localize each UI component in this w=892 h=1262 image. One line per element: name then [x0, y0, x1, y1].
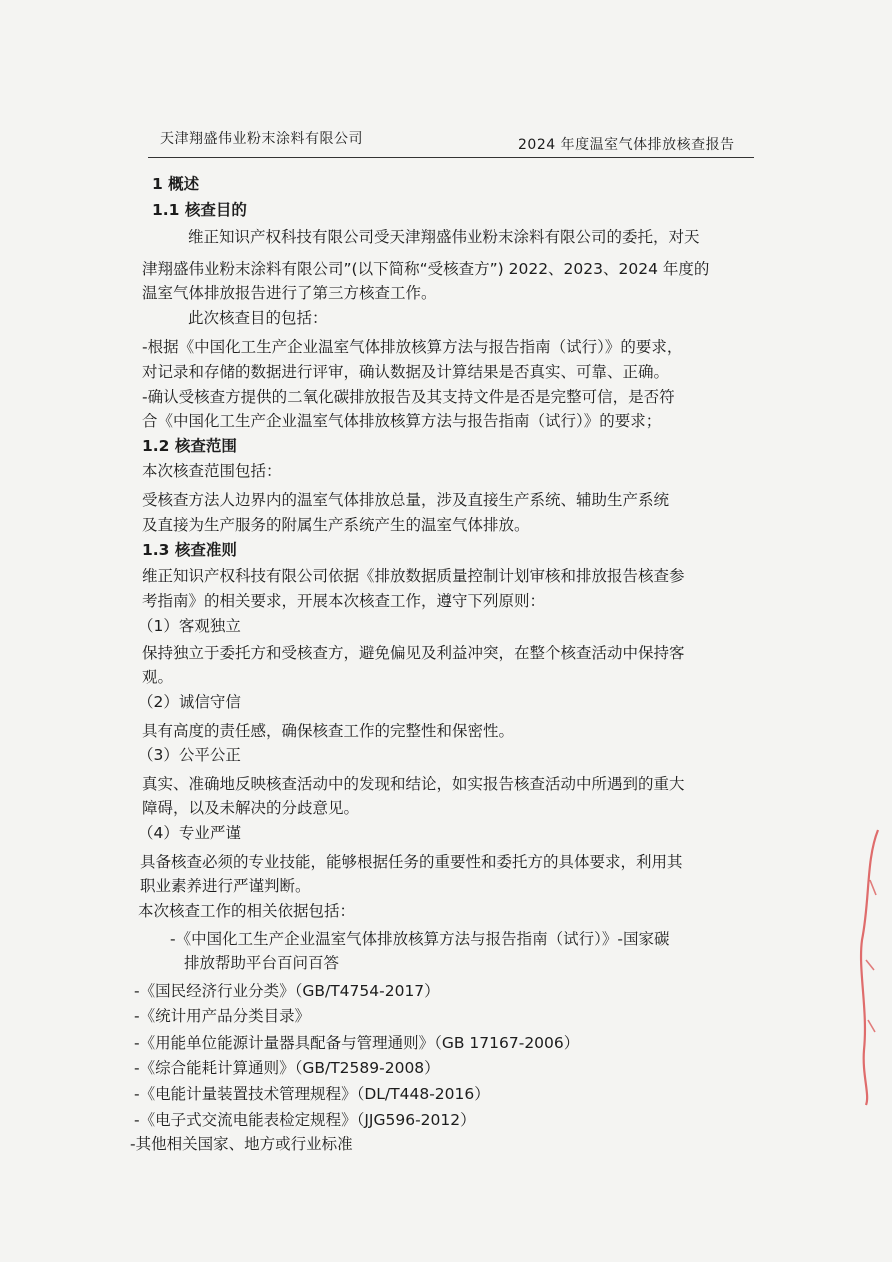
- paragraph-line: 保持独立于委托方和受核查方，避免偏见及利益冲突，在整个核查活动中保持客: [142, 644, 685, 662]
- paragraph-line: 观。: [142, 668, 174, 686]
- paragraph-line: 维正知识产权科技有限公司受天津翔盛伟业粉末涂料有限公司的委托，对天: [188, 228, 700, 246]
- principle-heading: （3）公平公正: [138, 746, 241, 764]
- paragraph-line: 真实、准确地反映核查活动中的发现和结论，如实报告核查活动中所遇到的重大: [142, 775, 685, 793]
- header-company: 天津翔盛伟业粉末涂料有限公司: [160, 131, 363, 147]
- reference-item: 排放帮助平台百问百答: [184, 954, 340, 972]
- reference-item: -《电子式交流电能表检定规程》（JJG596-2012）: [134, 1111, 476, 1129]
- principle-heading: （4）专业严谨: [138, 824, 241, 842]
- reference-item: -其他相关国家、地方或行业标准: [130, 1135, 353, 1153]
- principle-heading: （2）诚信守信: [138, 693, 241, 711]
- seal-stamp-edge: [856, 820, 882, 1110]
- reference-item: -《用能单位能源计量器具配备与管理通则》（GB 17167-2006）: [134, 1034, 580, 1052]
- reference-item: -《国民经济行业分类》（GB/T4754-2017）: [134, 982, 440, 1000]
- paragraph-line: 维正知识产权科技有限公司依据《排放数据质量控制计划审核和排放报告核查参: [142, 567, 685, 585]
- header-rule: [148, 157, 754, 158]
- section-heading: 1.2 核查范围: [142, 437, 237, 455]
- paragraph-line: -确认受核查方提供的二氧化碳排放报告及其支持文件是否是完整可信，是否符: [142, 388, 675, 406]
- reference-item: -《统计用产品分类目录》: [134, 1007, 311, 1025]
- paragraph-line: 考指南》的相关要求，开展本次核查工作，遵守下列原则：: [142, 592, 546, 610]
- paragraph-line: 温室气体排放报告进行了第三方核查工作。: [142, 284, 437, 302]
- reference-item: -《电能计量装置技术管理规程》（DL/T448-2016）: [134, 1085, 490, 1103]
- section-heading: 1.1 核查目的: [152, 201, 247, 219]
- paragraph-line: 受核查方法人边界内的温室气体排放总量，涉及直接生产系统、辅助生产系统: [142, 491, 670, 509]
- paragraph-line: 津翔盛伟业粉末涂料有限公司”(以下简称“受核查方”) 2022、2023、2024 年度的: [142, 260, 710, 278]
- paragraph-line: 障碍，以及未解决的分歧意见。: [142, 799, 360, 817]
- paragraph-line: 合《中国化工生产企业温室气体排放核算方法与报告指南（试行）》的要求；: [142, 412, 662, 430]
- paragraph-line: 对记录和存储的数据进行评审，确认数据及计算结果是否真实、可靠、正确。: [142, 363, 670, 381]
- reference-item: -《综合能耗计算通则》（GB/T2589-2008）: [134, 1059, 440, 1077]
- header-report-title: 2024 年度温室气体排放核查报告: [518, 137, 735, 153]
- paragraph-line: 及直接为生产服务的附属生产系统产生的温室气体排放。: [142, 516, 530, 534]
- paragraph-line: 职业素养进行严谨判断。: [140, 877, 311, 895]
- paragraph-line: -根据《中国化工生产企业温室气体排放核算方法与报告指南（试行）》的要求，: [142, 338, 683, 356]
- paragraph-line: 本次核查范围包括：: [142, 462, 282, 480]
- section-heading: 1.3 核查准则: [142, 541, 237, 559]
- section-heading: 1 概述: [152, 175, 200, 193]
- reference-item: -《中国化工生产企业温室气体排放核算方法与报告指南（试行）》-国家碳: [170, 930, 670, 948]
- paragraph-line: 具备核查必须的专业技能，能够根据任务的重要性和委托方的具体要求，利用其: [140, 853, 683, 871]
- paragraph-line: 具有高度的责任感，确保核查工作的完整性和保密性。: [142, 722, 515, 740]
- principle-heading: （1）客观独立: [138, 617, 241, 635]
- paragraph-line: 本次核查工作的相关依据包括：: [138, 902, 356, 920]
- paragraph-line: 此次核查目的包括：: [188, 309, 328, 327]
